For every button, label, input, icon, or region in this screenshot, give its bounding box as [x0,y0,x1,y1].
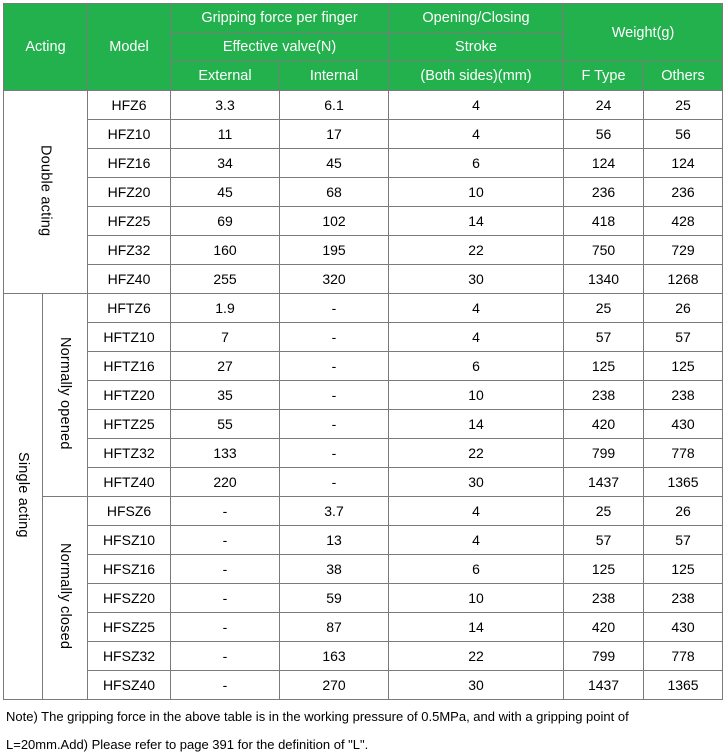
double-stroke-cell: 30 [389,265,564,294]
table-row [4,265,723,294]
header-stroke-line3: (Both sides)(mm) [389,62,564,91]
closed-internal-cell: 13 [280,526,389,555]
specification-table [3,3,723,700]
closed-others-cell: 57 [644,526,723,555]
group-double-acting-label: Double acting [37,144,54,237]
opened-model-cell: HFTZ20 [88,381,171,410]
closed-external-cell: - [171,613,280,642]
closed-others-cell: 778 [644,642,723,671]
table-row [4,584,723,613]
header-acting: Acting [4,4,88,91]
opened-f-type-cell: 125 [564,352,644,381]
double-others-cell: 25 [644,91,723,120]
double-external-cell: 160 [171,236,280,265]
opened-stroke-cell: 30 [389,468,564,497]
table-row [4,439,723,468]
opened-external-cell: 27 [171,352,280,381]
opened-model-cell: HFTZ10 [88,323,171,352]
double-model-cell: HFZ40 [88,265,171,294]
opened-external-cell: 55 [171,410,280,439]
table-header [4,4,723,91]
group-single-acting [4,294,43,700]
closed-f-type-cell: 420 [564,613,644,642]
opened-f-type-cell: 238 [564,381,644,410]
double-model-cell: HFZ32 [88,236,171,265]
closed-f-type-cell: 25 [564,497,644,526]
double-others-cell: 1268 [644,265,723,294]
double-stroke-cell: 4 [389,120,564,149]
closed-f-type-cell: 799 [564,642,644,671]
group-normally-closed-label: Normally closed [57,543,73,650]
closed-others-cell: 26 [644,497,723,526]
group-single-acting-label: Single acting [15,452,31,538]
table-row [4,381,723,410]
header-internal: Internal [280,62,389,91]
opened-others-cell: 125 [644,352,723,381]
opened-stroke-cell: 22 [389,439,564,468]
opened-others-cell: 778 [644,439,723,468]
opened-model-cell: HFTZ25 [88,410,171,439]
closed-stroke-cell: 6 [389,555,564,584]
footnote-line-1: Note) The gripping force in the above table is in the working pressure of 0.5MPa, and with a gripping point of [6,709,629,724]
closed-internal-cell: 38 [280,555,389,584]
double-others-cell: 124 [644,149,723,178]
group-normally-closed [43,497,88,700]
header-others: Others [644,62,723,91]
double-model-cell: HFZ20 [88,178,171,207]
closed-model-cell: HFSZ32 [88,642,171,671]
double-model-cell: HFZ16 [88,149,171,178]
opened-f-type-cell: 25 [564,294,644,323]
opened-internal-cell: - [280,323,389,352]
table-row [4,149,723,178]
closed-model-cell: HFSZ25 [88,613,171,642]
opened-others-cell: 238 [644,381,723,410]
opened-others-cell: 57 [644,323,723,352]
double-f-type-cell: 418 [564,207,644,236]
opened-external-cell: 1.9 [171,294,280,323]
closed-internal-cell: 3.7 [280,497,389,526]
table-row [4,294,723,323]
double-model-cell: HFZ10 [88,120,171,149]
closed-stroke-cell: 4 [389,497,564,526]
double-external-cell: 11 [171,120,280,149]
closed-external-cell: - [171,497,280,526]
double-f-type-cell: 124 [564,149,644,178]
closed-f-type-cell: 125 [564,555,644,584]
closed-others-cell: 430 [644,613,723,642]
table-row [4,410,723,439]
closed-stroke-cell: 22 [389,642,564,671]
closed-model-cell: HFSZ10 [88,526,171,555]
table-row [4,613,723,642]
opened-f-type-cell: 799 [564,439,644,468]
table-row [4,352,723,381]
double-external-cell: 255 [171,265,280,294]
closed-stroke-cell: 4 [389,526,564,555]
closed-model-cell: HFSZ16 [88,555,171,584]
double-internal-cell: 195 [280,236,389,265]
table-row [4,526,723,555]
opened-internal-cell: - [280,381,389,410]
closed-f-type-cell: 238 [564,584,644,613]
header-f-type: F Type [564,62,644,91]
closed-internal-cell: 59 [280,584,389,613]
double-external-cell: 69 [171,207,280,236]
header-model: Model [88,4,171,91]
group-normally-opened [43,294,88,497]
opened-others-cell: 1365 [644,468,723,497]
opened-others-cell: 26 [644,294,723,323]
table-row [4,236,723,265]
header-gripping-line2: Effective valve(N) [171,33,389,62]
double-internal-cell: 102 [280,207,389,236]
closed-f-type-cell: 1437 [564,671,644,700]
closed-stroke-cell: 14 [389,613,564,642]
header-gripping-line1: Gripping force per finger [171,4,389,33]
double-f-type-cell: 24 [564,91,644,120]
double-model-cell: HFZ6 [88,91,171,120]
double-internal-cell: 320 [280,265,389,294]
opened-internal-cell: - [280,410,389,439]
opened-stroke-cell: 10 [389,381,564,410]
double-model-cell: HFZ25 [88,207,171,236]
double-others-cell: 729 [644,236,723,265]
double-internal-cell: 17 [280,120,389,149]
header-weight: Weight(g) [564,4,723,62]
double-internal-cell: 68 [280,178,389,207]
double-internal-cell: 45 [280,149,389,178]
table-row [4,91,723,120]
table-row [4,642,723,671]
double-f-type-cell: 750 [564,236,644,265]
opened-external-cell: 35 [171,381,280,410]
closed-internal-cell: 87 [280,613,389,642]
opened-stroke-cell: 4 [389,323,564,352]
closed-others-cell: 238 [644,584,723,613]
closed-external-cell: - [171,671,280,700]
opened-stroke-cell: 6 [389,352,564,381]
opened-f-type-cell: 1437 [564,468,644,497]
closed-external-cell: - [171,555,280,584]
table-row [4,178,723,207]
header-stroke-line2: Stroke [389,33,564,62]
closed-model-cell: HFSZ6 [88,497,171,526]
opened-f-type-cell: 57 [564,323,644,352]
table-row [4,207,723,236]
opened-stroke-cell: 4 [389,294,564,323]
opened-external-cell: 7 [171,323,280,352]
opened-model-cell: HFTZ32 [88,439,171,468]
opened-internal-cell: - [280,439,389,468]
double-f-type-cell: 236 [564,178,644,207]
group-normally-opened-label: Normally opened [57,337,73,450]
double-stroke-cell: 22 [389,236,564,265]
opened-internal-cell: - [280,294,389,323]
double-others-cell: 428 [644,207,723,236]
opened-external-cell: 133 [171,439,280,468]
closed-stroke-cell: 30 [389,671,564,700]
closed-internal-cell: 163 [280,642,389,671]
closed-external-cell: - [171,526,280,555]
closed-stroke-cell: 10 [389,584,564,613]
header-stroke-line1: Opening/Closing [389,4,564,33]
opened-others-cell: 430 [644,410,723,439]
double-stroke-cell: 10 [389,178,564,207]
closed-external-cell: - [171,642,280,671]
double-external-cell: 3.3 [171,91,280,120]
double-others-cell: 236 [644,178,723,207]
opened-stroke-cell: 14 [389,410,564,439]
opened-model-cell: HFTZ40 [88,468,171,497]
footnote-line-2: L=20mm.Add) Please refer to page 391 for the definition of "L". [6,737,369,752]
double-external-cell: 34 [171,149,280,178]
closed-internal-cell: 270 [280,671,389,700]
closed-f-type-cell: 57 [564,526,644,555]
closed-model-cell: HFSZ40 [88,671,171,700]
closed-others-cell: 125 [644,555,723,584]
table-body [4,91,723,700]
table-row [4,555,723,584]
header-external: External [171,62,280,91]
double-external-cell: 45 [171,178,280,207]
closed-external-cell: - [171,584,280,613]
opened-external-cell: 220 [171,468,280,497]
closed-model-cell: HFSZ20 [88,584,171,613]
double-stroke-cell: 14 [389,207,564,236]
table-row [4,120,723,149]
opened-internal-cell: - [280,468,389,497]
opened-model-cell: HFTZ16 [88,352,171,381]
opened-internal-cell: - [280,352,389,381]
table-row [4,468,723,497]
closed-others-cell: 1365 [644,671,723,700]
table-row [4,497,723,526]
table-row [4,671,723,700]
opened-model-cell: HFTZ6 [88,294,171,323]
group-double-acting [4,91,88,294]
opened-f-type-cell: 420 [564,410,644,439]
double-internal-cell: 6.1 [280,91,389,120]
table-row [4,323,723,352]
double-others-cell: 56 [644,120,723,149]
double-stroke-cell: 6 [389,149,564,178]
double-stroke-cell: 4 [389,91,564,120]
double-f-type-cell: 56 [564,120,644,149]
double-f-type-cell: 1340 [564,265,644,294]
